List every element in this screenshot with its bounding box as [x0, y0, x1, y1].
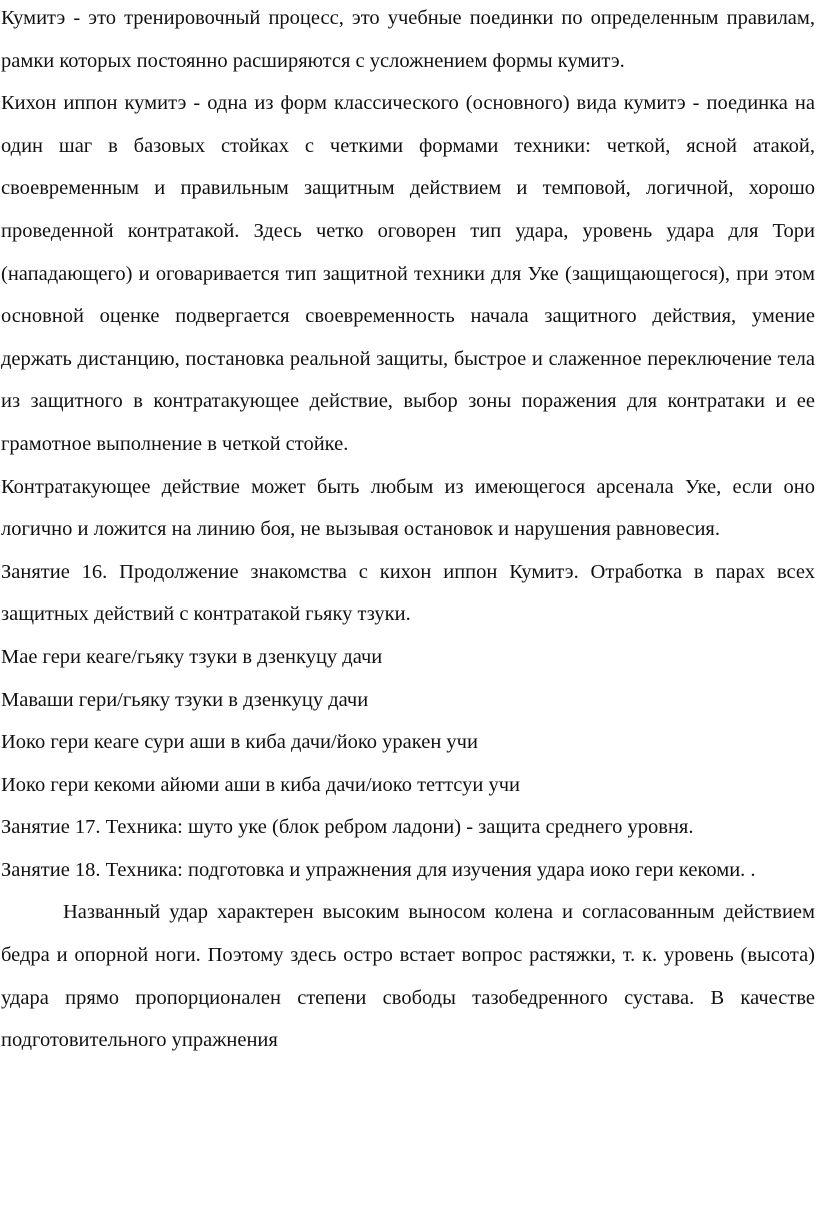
technique-line-yoko-geri-kekomi: Иоко гери кекоми айюми аши в киба дачи/иоко теттсуи учи — [1, 773, 521, 796]
paragraph-closing: Названный удар характерен высоким выносом колена и согласованным действием бедра и опорной ноги. Поэтому здесь остро встает вопрос растяжки, т. к. уровень (высота) удара прямо пропорционален степени свободы тазобедренного сустава. В качестве подготовительного упражнения — [1, 901, 815, 1052]
technique-line-mae-geri: Мае гери кеаге/гьяку тзуки в дзенкуцу дачи — [1, 645, 383, 668]
paragraph-lesson-16: Занятие 16. Продолжение знакомства с кихон иппон Кумитэ. Отработка в парах всех защитных действий с контратакой гьяку тзуки. — [1, 560, 815, 626]
paragraph-kumite-definition: Кумитэ - это тренировочный процесс, это учебные поединки по определенным правилам, рамки которых постоянно расширяются с усложнением формы кумитэ. — [1, 7, 815, 72]
technique-line-yoko-geri-keage: Иоко гери кеаге сури аши в киба дачи/йоко уракен учи — [1, 731, 478, 754]
paragraph-kihon-ippon-kumite: Кихон иппон кумитэ - одна из форм классического (основного) вида кумитэ - поединка на один шаг в базовых стойках с четкими формами техники: четкой, ясной атакой, своевременным и правильным защитным действием и темповой, логичной, хорошо проведенной контратакой. Здесь четко оговорен тип удара, уровень удара для Тори (нападающего) и оговаривается тип защитной техники для Уке (защищающегося), при этом основной оценке подвергается своевременность начала защитного действия, умение держать дистанцию, постановка реальной защиты, быстрое и слаженное переключение тела из защитного в контратакующее действие, выбор зоны поражения для контратаки и ее грамотное выполнение в четкой стойке. — [1, 92, 815, 455]
technique-line-mawashi-geri: Маваши гери/гьяку тзуки в дзенкуцу дачи — [1, 688, 369, 711]
paragraph-counterattack: Контратакующее действие может быть любым из имеющегося арсенала Уке, если оно логично и ложится на линию боя, не вызывая остановок и нарушения равновесия. — [1, 475, 815, 541]
paragraph-lesson-18: Занятие 18. Техника: подготовка и упражнения для изучения удара иоко гери кекоми. . — [1, 858, 756, 881]
paragraph-lesson-17: Занятие 17. Техника: шуто уке (блок ребром ладони) - защита среднего уровня. — [1, 816, 694, 839]
